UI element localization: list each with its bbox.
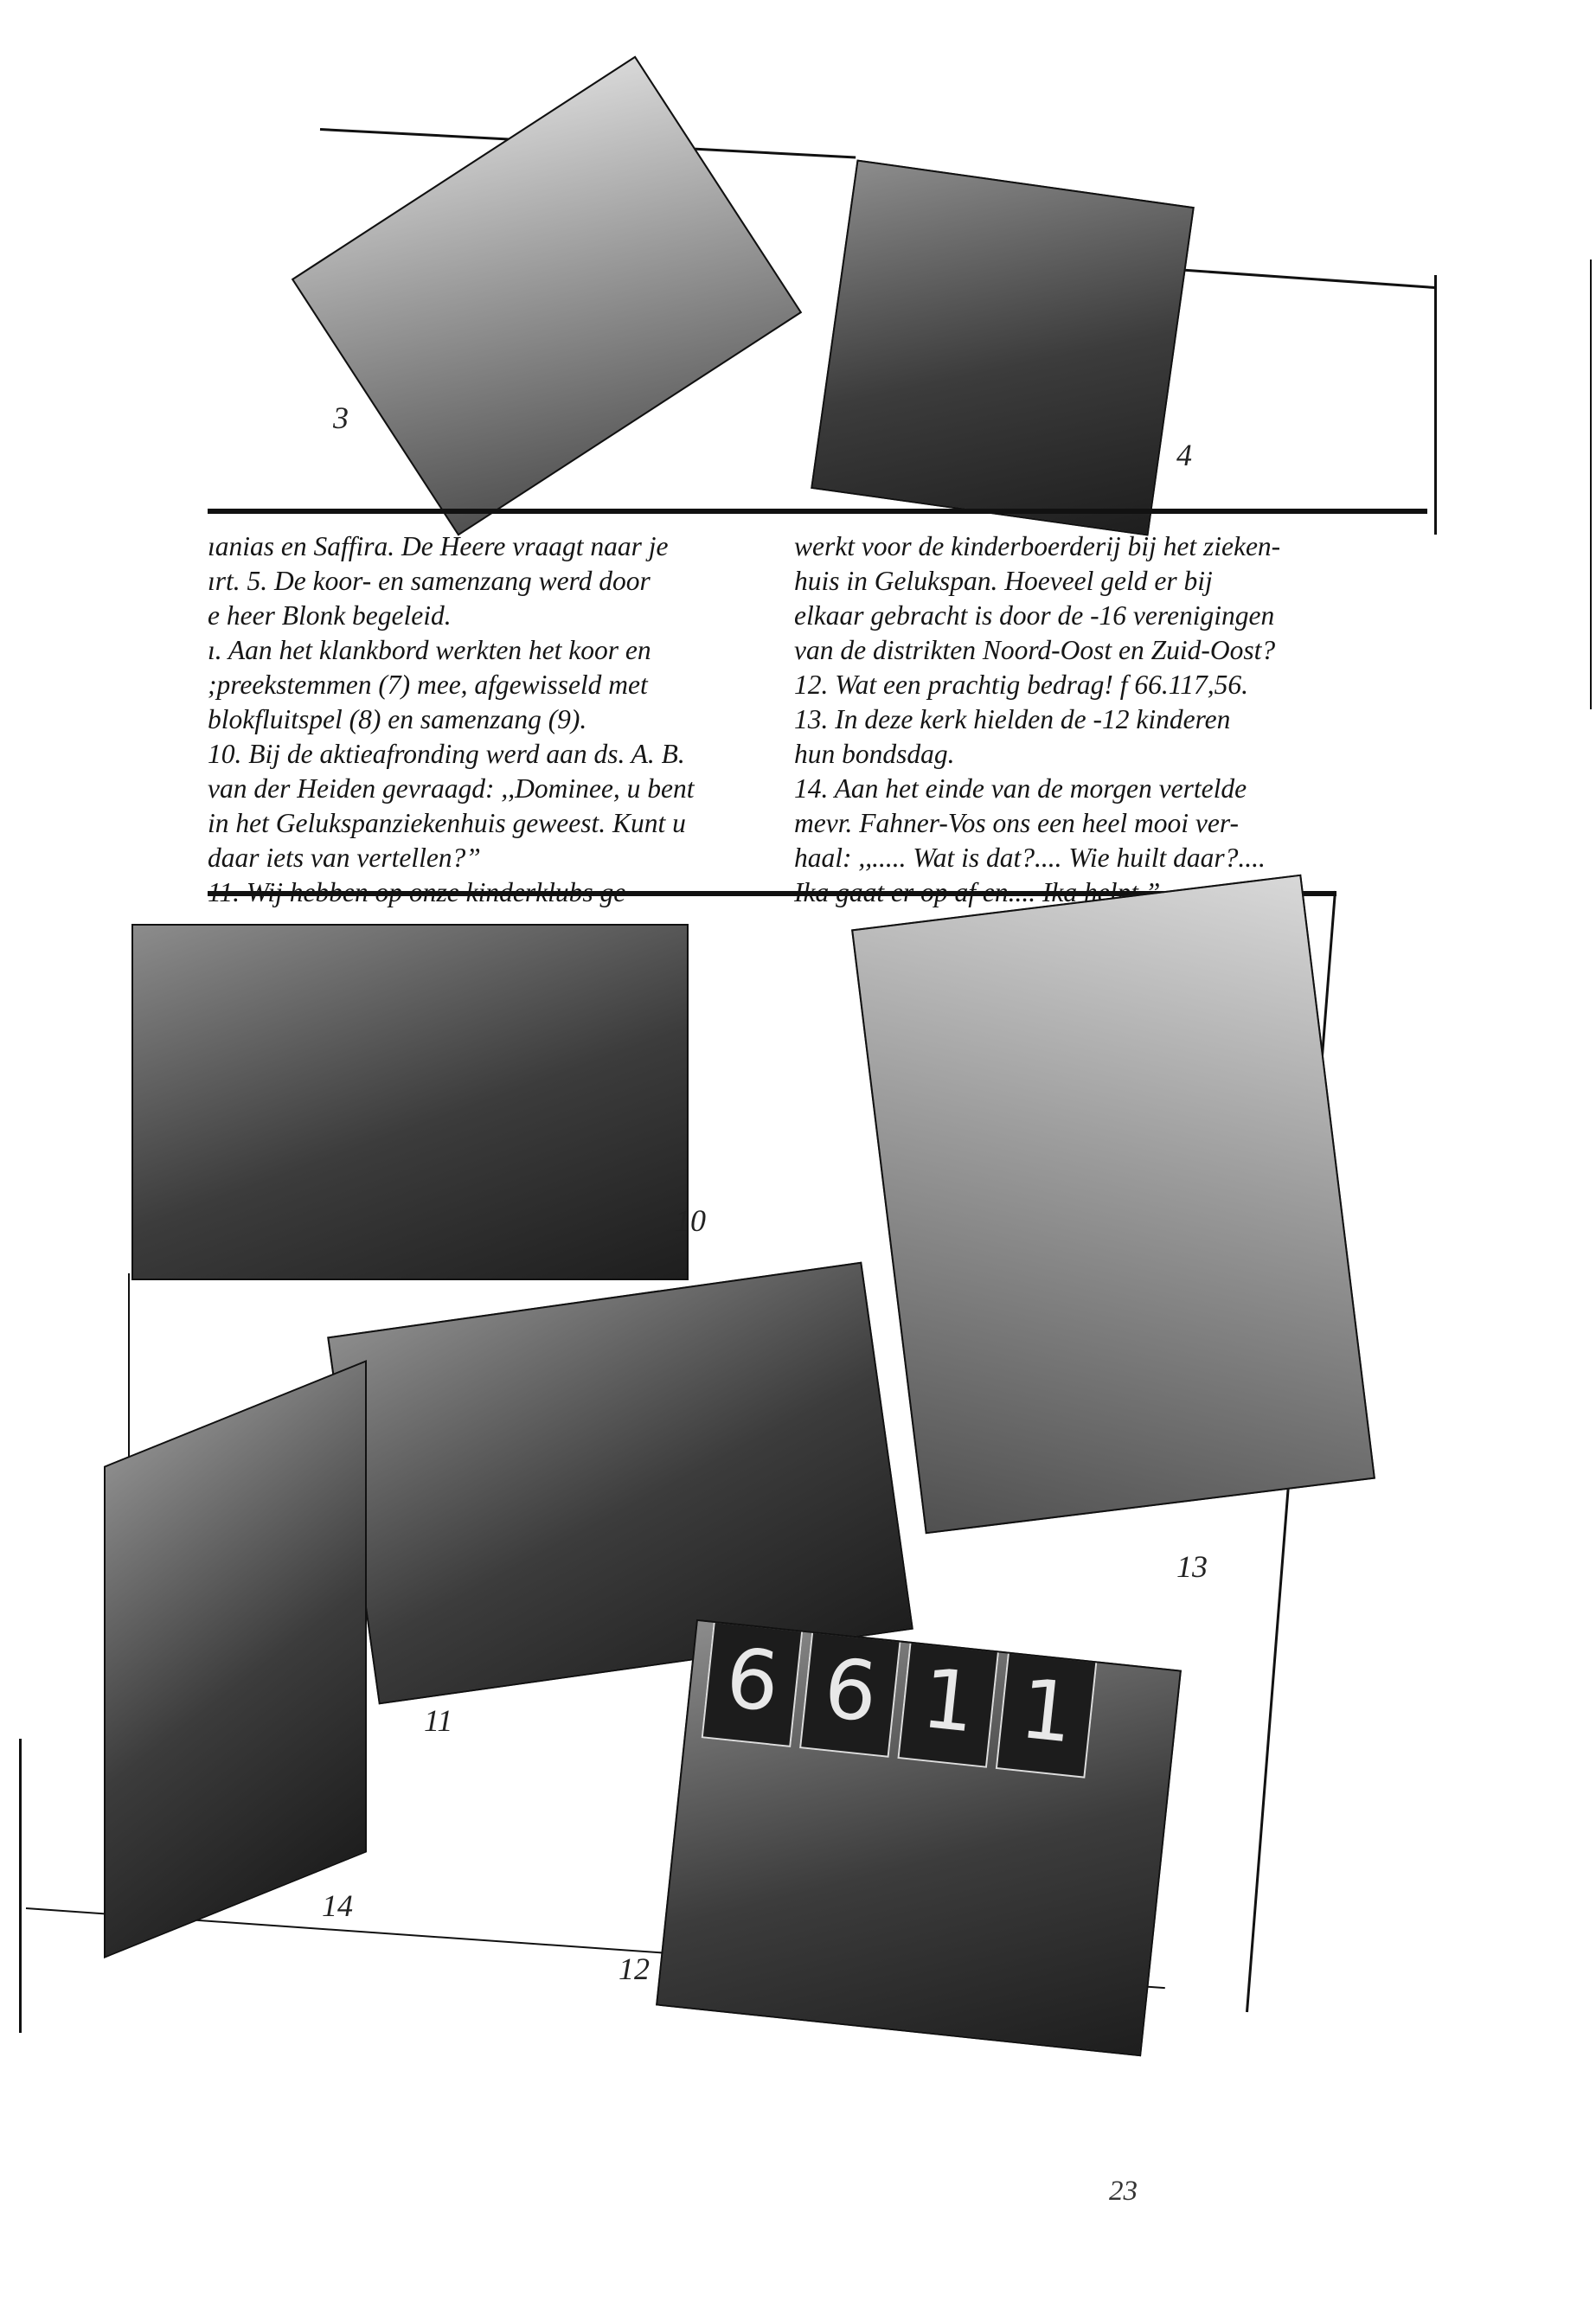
right-line-1: werkt voor de kinderboerderij bij het zieken-: [794, 531, 1281, 561]
right-line-8: 14. Aan het einde van de morgen vertelde: [794, 773, 1247, 804]
number-sign-3-digit: 1: [917, 1650, 980, 1752]
left-line-5: ;preekstemmen (7) mee, afgewisseld met: [208, 670, 648, 700]
right-line-9: mevr. Fahner-Vos ons een heel mooi ver-: [794, 808, 1239, 838]
left-line-7: 10. Bij de aktieafronding werd aan ds. A. B.: [208, 739, 685, 769]
caption-12: 12: [619, 1952, 650, 1986]
right-line-7: hun bondsdag.: [794, 739, 955, 769]
text-column-right: [794, 529, 1280, 910]
number-sign-2-digit: 6: [819, 1640, 882, 1741]
photo-13-church: [851, 875, 1375, 1535]
photo-10-choir: [131, 924, 689, 1280]
caption-10: 10: [675, 1203, 706, 1238]
right-line-3: elkaar gebracht is door de -16 verenigingen: [794, 600, 1275, 631]
far-right-line: [1590, 260, 1592, 709]
photo-3-speaker: [292, 55, 802, 535]
rule-above-text: [208, 509, 1427, 514]
caption-13: 13: [1176, 1549, 1208, 1584]
left-line-8: van der Heiden gevraagd: ,,Dominee, u bent: [208, 773, 695, 804]
caption-11: 11: [424, 1703, 453, 1738]
caption-3: 3: [333, 401, 349, 435]
left-line-6: blokfluitspel (8) en samenzang (9).: [208, 704, 587, 734]
left-line-10: daar iets van vertellen?”: [208, 843, 481, 873]
number-sign-4-digit: 1: [1016, 1661, 1078, 1762]
left-line-2: ırt. 5. De koor- en samenzang werd door: [208, 566, 651, 596]
caption-14: 14: [322, 1888, 353, 1923]
number-sign-1: [702, 1619, 804, 1747]
caption-4: 4: [1176, 438, 1192, 472]
number-sign-1-digit: 6: [721, 1631, 784, 1731]
left-line-1: ıanias en Saffira. De Heere vraagt naar je: [208, 531, 669, 561]
number-sign-2: [799, 1625, 901, 1758]
right-line-6: 13. In deze kerk hielden de -12 kinderen: [794, 704, 1231, 734]
right-line-10: haal: ,,..... Wat is dat?.... Wie huilt daar?....: [794, 843, 1266, 873]
frame-left-line: [19, 1739, 22, 2033]
text-column-left: [208, 529, 694, 910]
left-line-4: ı. Aan het klankbord werkten het koor en: [208, 635, 651, 665]
right-line-4: van de distrikten Noord-Oost en Zuid-Oost?: [794, 635, 1276, 665]
right-edge-line: [1434, 275, 1437, 535]
page-number: 23: [1109, 2176, 1138, 2207]
number-sign-3: [897, 1635, 999, 1768]
left-line-3: e heer Blonk begeleid.: [208, 600, 452, 631]
top-rule-right: [1151, 266, 1435, 289]
photo-4-boys: [811, 159, 1195, 535]
right-line-2: huis in Gelukspan. Hoeveel geld er bij: [794, 566, 1213, 596]
photo-12-number-signs: [656, 1619, 1182, 2056]
photo-14-storyteller: [104, 1360, 367, 1958]
left-line-9: in het Gelukspanziekenhuis geweest. Kunt u: [208, 808, 686, 838]
number-sign-4: [996, 1645, 1098, 1779]
right-line-5: 12. Wat een prachtig bedrag! f 66.117,56.: [794, 670, 1248, 700]
